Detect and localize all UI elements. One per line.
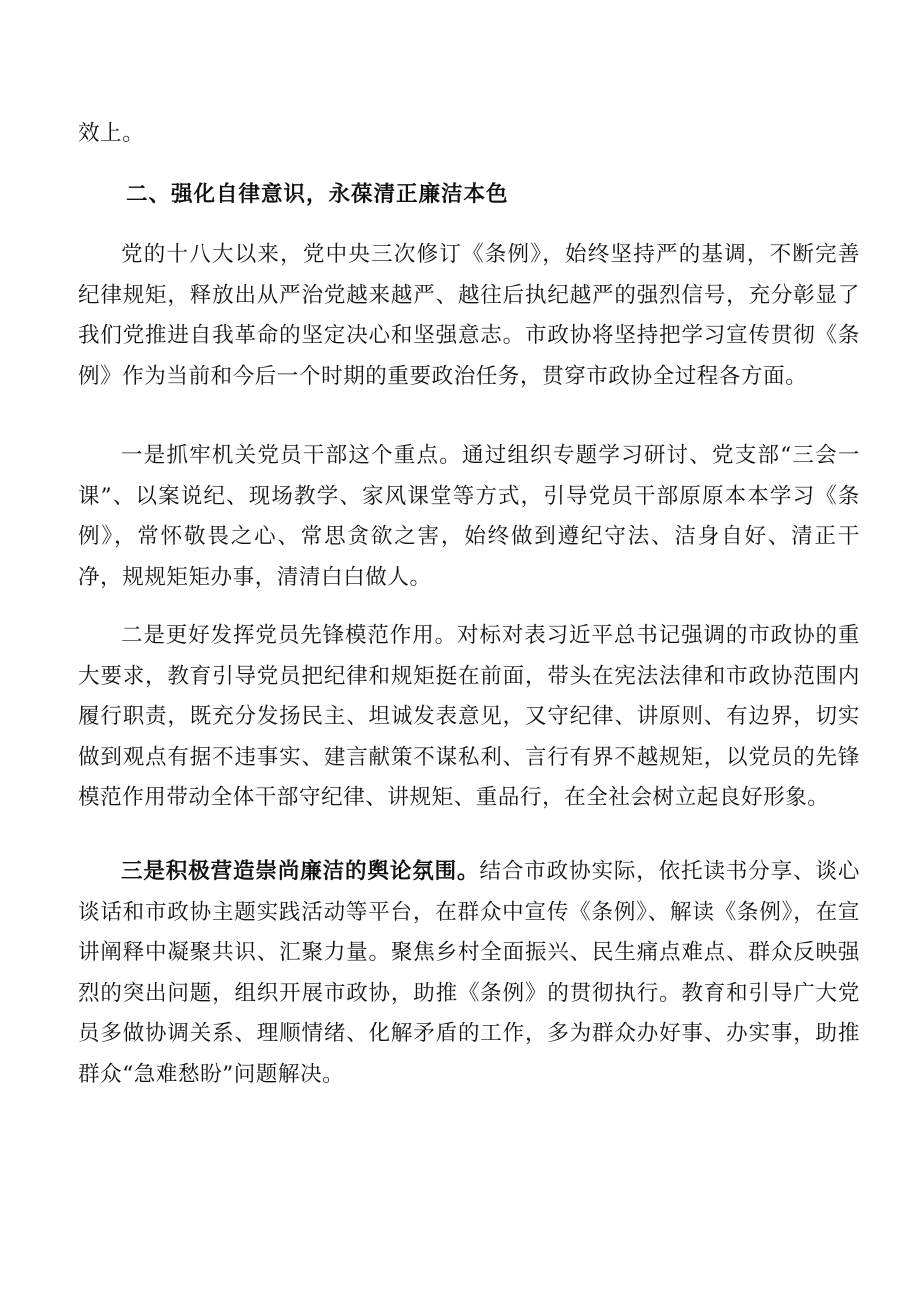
paragraph-point-three [78, 852, 860, 1095]
paragraph-point-three-lead: 三是积极营造崇尚廉洁的舆论氛围。 [121, 859, 480, 884]
paragraph-point-two: 二是更好发挥党员先锋模范作用。对标对表习近平总书记强调的市政协的重大要求，教育引导党员把纪律和规矩挺在前面，带头在宪法法律和市政协范围内履行职责，既充分发扬民主、坦诚发表意见，又守纪律、讲原则、有边界，切实做到观点有据不违事实、建言献策不谋私利、言行有界不越规矩，以党员的先锋模范作用带动全体干部守纪律、讲规矩、重品行，在全社会树立起良好形象。 [78, 623, 860, 810]
paragraph-point-three-body: 结合市政协实际，依托读书分享、谈心谈话和市政协主题实践活动等平台，在群众中宣传《条例》、解读《条例》，在宣讲阐释中凝聚共识、汇聚力量。聚焦乡村全面振兴、民生痛点难点、群众反映强烈的突出问题，组织开展市政协，助推《条例》的贯彻执行。教育和引导广大党员多做协调关系、理顺情绪、化解矛盾的工作，多为群众办好事、办实事，助推群众“急难愁盼”问题解决。 [78, 859, 860, 1087]
section-heading: 二、强化自律意识，永葆清正廉洁本色 [126, 182, 509, 207]
paragraph-point-one: 一是抓牢机关党员干部这个重点。通过组织专题学习研讨、党支部“三会一课”、以案说纪、现场教学、家风课堂等方式，引导党员干部原原本本学习《条例》，常怀敬畏之心、常思贪欲之害，始终做到遵纪守法、洁身自好、清正干净，规规矩矩办事，清清白白做人。 [78, 443, 860, 590]
continuation-text: 效上。 [78, 121, 145, 146]
paragraph-intro: 党的十八大以来，党中央三次修订《条例》，始终坚持严的基调，不断完善纪律规矩，释放出从严治党越来越严、越往后执纪越严的强烈信号，充分彰显了我们党推进自我革命的坚定决心和坚强意志。市政协将坚持把学习宣传贯彻《条例》作为当前和今后一个时期的重要政治任务，贯穿市政协全过程各方面。 [78, 242, 860, 389]
